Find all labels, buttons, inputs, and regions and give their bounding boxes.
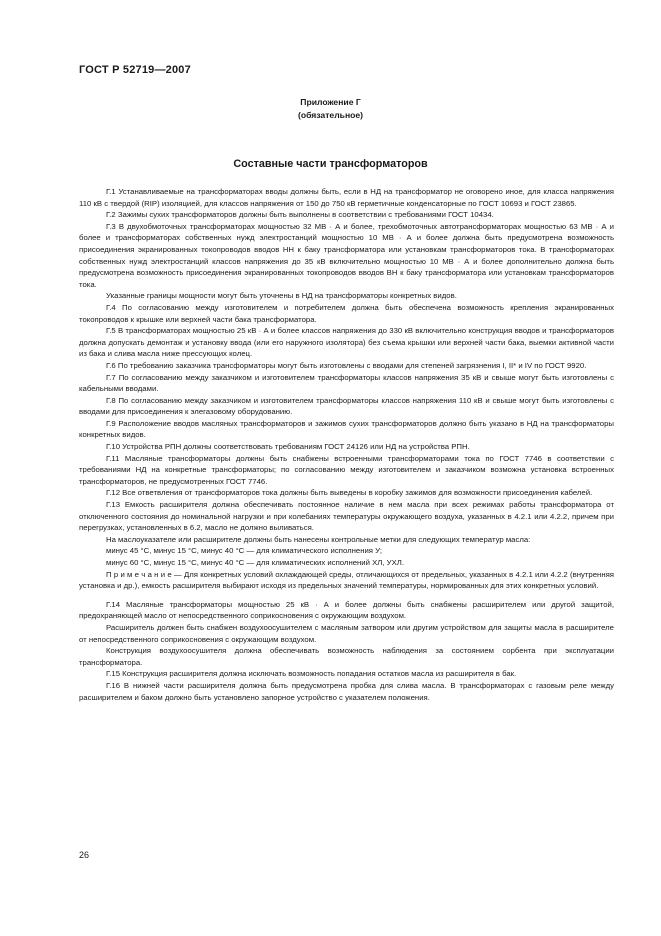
list-item-climate-u: минус 45 °С, минус 15 °С, минус 40 °С — для климатического исполнения У; bbox=[106, 546, 383, 556]
paragraph-g3: Г.3 В двухобмоточных трансформаторах мощностью 32 МВ · А и более, трехобмоточных автотрансформаторах мощностью 63 МВ · А и более и трансформаторах собственных нужд электростанций мощностью 10 МВ · А и более должна быть предусмотрена возможность присоединения экранированных токопроводов вводов НН к баку трансформатора или установкам трансформаторов тока. В трансформаторах собственных нужд электростанций классов напряжения до 35 кВ включительно мощностью 10 МВ · А и более дополнительно должна быть предусмотрена возможность присоединения экранированных токопроводов вводов ВН к баку трансформатора или установкам трансформаторов тока. bbox=[79, 221, 614, 289]
paragraph-g5: Г.5 В трансформаторах мощностью 25 кВ · А и более классов напряжения до 330 кВ включительно конструкция вводов и трансформаторов должна допускать демонтаж и установку ввода (или его наружного изолятора) без съема крышки или верхней части бака, выемки активной части из бака и слива масла ниже прессующих колец. bbox=[79, 326, 614, 359]
paragraph-g9: Г.9 Расположение вводов масляных трансформаторов и зажимов сухих трансформаторов должно быть указано в НД на трансформаторы конкретных видов. bbox=[79, 418, 614, 440]
page-number: 26 bbox=[79, 850, 90, 860]
paragraph-g11: Г.11 Масляные трансформаторы должны быть снабжены встроенными трансформаторами тока по ГОСТ 7746 в соответствии с требованиями НД на конкретные трансформаторы; по согласованию между изготовителем и заказчиком возможна установка встроенных трансформаторов, не предусмотренных ГОСТ 7746. bbox=[79, 453, 614, 486]
document-body bbox=[79, 186, 614, 703]
paragraph-g14-dryer: Расширитель должен быть снабжен воздухоосушителем с масляным затвором или другим устройством для защиты масла в расширителе от непосредственного соприкосновения с окружающим воздухом. bbox=[79, 622, 614, 644]
section-title: Составные части трансформаторов bbox=[233, 158, 428, 170]
paragraph-g14: Г.14 Масляные трансформаторы мощностью 25 кВ · А и более должны быть снабжены расширителем или другой защитой, предохраняющей масло от непосредственного соприкосновения с окружающим воздухом. bbox=[79, 599, 614, 621]
paragraph-g14-sorbent: Конструкция воздухоосушителя должна обеспечивать возможность наблюдения за состоянием сорбента при эксплуатации трансформатора. bbox=[79, 646, 614, 667]
paragraph-g8: Г.8 По согласованию между заказчиком и изготовителем трансформаторы классов напряжения 110 кВ и свыше могут быть изготовлены с вводами для присоединения к элегазовому оборудованию. bbox=[79, 395, 614, 417]
list-item-climate-hl: минус 60 °С, минус 15 °С, минус 40 °С — для климатических исполнений ХЛ, УХЛ. bbox=[106, 558, 405, 567]
paragraph-g12: Г.12 Все ответвления от трансформаторов тока должны быть выведены в коробку зажимов для возможности присоединения кабелей. bbox=[106, 488, 593, 498]
document-header-code: ГОСТ Р 52719—2007 bbox=[79, 64, 191, 76]
paragraph-note: П р и м е ч а н и е — Для конкретных условий охлаждающей среды, отличающихся от предельных, указанных в 4.2.1 или 4.2.2 (внутренняя установка и др.), емкость расширителя выбирают исходя из предельных значений температуры, нормированных для этих конкретных условий. bbox=[79, 569, 614, 591]
paragraph-g15: Г.15 Конструкция расширителя должна исключать возможность попадания остатков масла из расширителя в бак. bbox=[106, 669, 517, 679]
paragraph-g6: Г.6 По требованию заказчика трансформаторы могут быть изготовлены с вводами для степеней загрязнения I, II* и IV по ГОСТ 9920. bbox=[106, 360, 587, 370]
paragraph-g10: Г.10 Устройства РПН должны соответствовать требованиям ГОСТ 24126 или НД на устройства РПН. bbox=[106, 442, 470, 452]
annex-status: (обязательное) bbox=[297, 110, 364, 120]
paragraph-g13-marks: На маслоуказателе или расширителе должны быть нанесены контрольные метки для следующих температур масла: bbox=[106, 534, 531, 544]
annex-label: Приложение Г bbox=[300, 97, 361, 107]
paragraph-g7: Г.7 По согласованию между заказчиком и изготовителем трансформаторы классов напряжения 35 кВ и свыше могут быть изготовлены с кабельными вводами. bbox=[79, 372, 614, 394]
paragraph-g16: Г.16 В нижней части расширителя должна быть предусмотрена пробка для слива масла. В трансформаторах с газовым реле между расширителем и баком должно быть установлено запорное устройство с указателем положения. bbox=[79, 680, 614, 702]
paragraph-g13: Г.13 Емкость расширителя должна обеспечивать постоянное наличие в нем масла при всех режимах работы трансформатора от отключенного состояния до номинальной нагрузки и при колебаниях температуры окружающего воздуха, указанных в 4.2.1 или 4.2.2, причем при перегрузках, установленных в 6.2, масло не должно выливаться. bbox=[79, 500, 614, 533]
paragraph-g1: Г.1 Устанавливаемые на трансформаторах вводы должны быть, если в НД на трансформатор не оговорено иное, для класса напряжения 110 кВ с твердой (RIP) изоляцией, для классов напряжения от 150 до 750 кВ герметичные конденсаторные по ГОСТ 10693 и ГОСТ 23865. bbox=[79, 187, 614, 208]
paragraph-g2: Г.2 Зажимы сухих трансформаторов должны быть выполнены в соответствии с требованиями ГОСТ 10434. bbox=[106, 210, 494, 220]
paragraph-g4: Г.4 По согласованию между изготовителем и потребителем должна быть обеспечена возможность крепления экранированных токопроводов к крышке или верхней части бака трансформатора. bbox=[79, 302, 614, 324]
paragraph-g3-note: Указанные границы мощности могут быть уточнены в НД на трансформаторы конкретных видов. bbox=[106, 291, 457, 301]
